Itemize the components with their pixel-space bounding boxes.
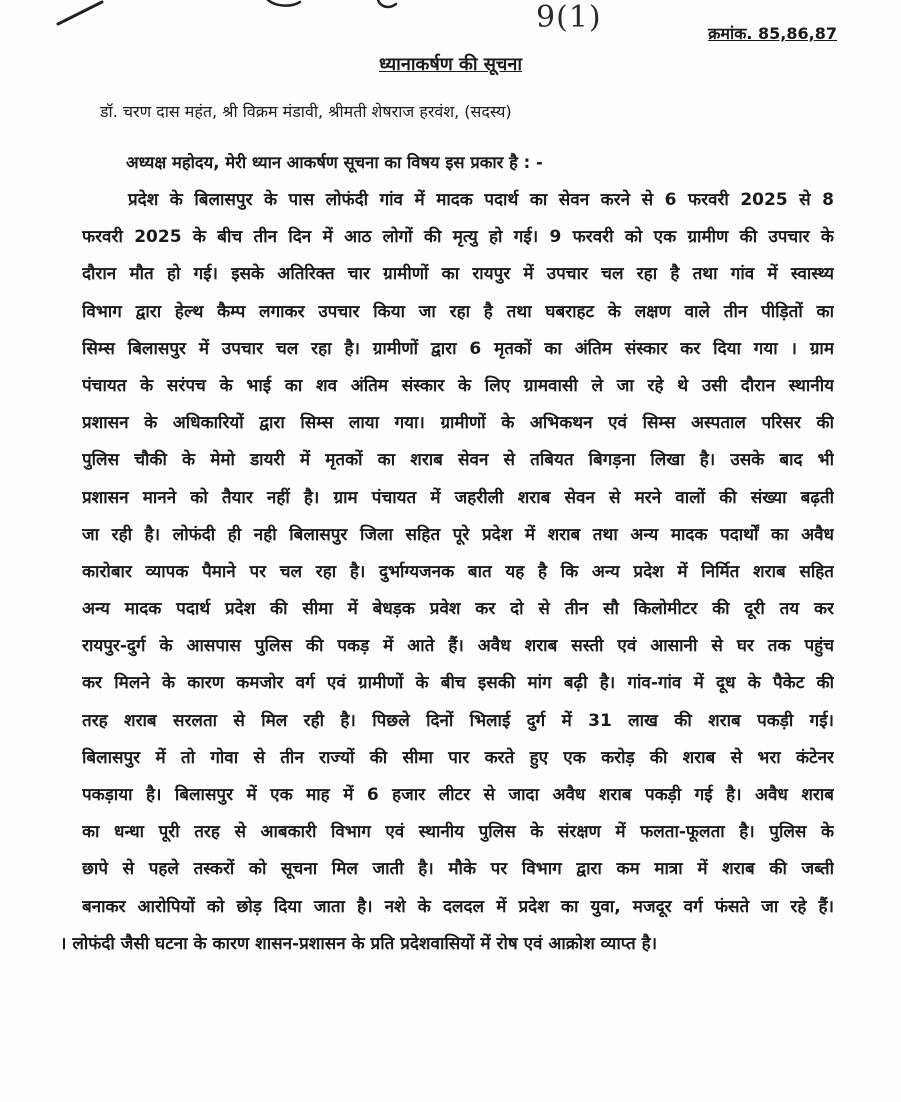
body-line: प्रदेश के बिलासपुर के पास लोफंदी गांव में मादक पदार्थ का सेवन करने से 6 फरवरी 2025 से 8 — [128, 190, 834, 210]
body-line: प्रशासन के अधिकारियों द्वारा सिम्स लाया गया। ग्रामीणों के अभिकथन एवं सिम्स अस्पताल परिसर की — [82, 413, 834, 434]
body-line: का धन्धा पूरी तरह से आबकारी विभाग एवं स्थानीय पुलिस के संरक्षण में फलता-फूलता है। पुलिस के — [82, 822, 834, 843]
members-line: डॉ. चरण दास महंत, श्री विक्रम मंडावी, श्रीमती शेषराज हरवंश, (सदस्य) — [100, 102, 512, 121]
body-line: दौरान मौत हो गई। इसके अतिरिक्त चार ग्रामीणों का रायपुर में उपचार चल रहा है तथा गांव में स्वास्थ्य — [82, 264, 834, 285]
document-title: ध्यानाकर्षण की सूचना — [378, 54, 523, 75]
handwritten-annotation: 9(1) — [536, 0, 602, 35]
body-line: अन्य मादक पदार्थ प्रदेश की सीमा में बेधड़क प्रवेश कर दो से तीन सौ किलोमीटर की दूरी तय कर — [82, 599, 834, 620]
body-line: फरवरी 2025 के बीच तीन दिन में आठ लोगों की मृत्यु हो गई। 9 फरवरी को एक ग्रामीण की उपचार के — [82, 227, 834, 248]
body-line: प्रशासन मानने को तैयार नहीं है। ग्राम पंचायत में जहरीली शराब सेवन से मरने वालों की संख्या बढ़ती — [82, 487, 834, 508]
body-line: रायपुर-दुर्ग के आसपास पुलिस की पकड़ में आते हैं। अवैध शराब सस्ती एवं आसानी से घर तक पहुंच — [82, 636, 834, 657]
body-line: पुलिस चौकी के मेमो डायरी में मृतकों का शराब सेवन से तबियत बिगड़ना लिखा है। उसके बाद भी — [82, 450, 834, 471]
notice-body — [60, 182, 834, 963]
body-line: छापे से पहले तस्करों को सूचना मिल जाती है। मौके पर विभाग द्वारा कम मात्रा में शराब की जब्ती — [82, 859, 834, 880]
body-line: बनाकर आरोपियों को छोड़ दिया जाता है। नशे के दलदल में प्रदेश का युवा, मजदूर वर्ग फंसते जा रहे हैं। — [82, 896, 834, 917]
body-line: कारोबार व्यापक पैमाने पर चल रहा है। दुर्भाग्यजनक बात यह है कि अन्य प्रदेश में निर्मित शराब सहित — [82, 561, 834, 582]
body-line: सिम्स बिलासपुर में उपचार चल रहा है। ग्रामीणों द्वारा 6 मृतकों का अंतिम संस्कार कर दिया गया । ग्राम — [82, 338, 834, 359]
serial-number: क्रमांक. 85,86,87 — [708, 24, 837, 43]
body-line: पकड़ाया है। बिलासपुर में एक माह में 6 हजार लीटर से जादा अवैध शराब पकड़ी गई है। अवैध शराब — [82, 785, 834, 805]
body-line: तरह शराब सरलता से मिल रही है। पिछले दिनों भिलाई दुर्ग में 31 लाख की शराब पकड़ी गई। — [82, 710, 834, 731]
body-line: बिलासपुर में तो गोवा से तीन राज्यों की सीमा पार करते हुए एक करोड़ की शराब से भरा कंटेनर — [82, 747, 834, 768]
intro-line: अध्यक्ष महोदय, मेरी ध्यान आकर्षण सूचना का विषय इस प्रकार है : - — [126, 153, 543, 172]
body-line: पंचायत के सरंपच के भाई का शव अंतिम संस्कार के लिए ग्रामवासी ले जा रहे थे उसी दौरान स्थानीय — [82, 375, 834, 396]
body-line: । लोफंदी जैसी घटना के कारण शासन-प्रशासन के प्रति प्रदेशवासियों में रोष एवं आक्रोश व्याप्त है। — [60, 933, 658, 954]
body-line: जा रही है। लोफंदी ही नही बिलासपुर जिला सहित पूरे प्रदेश में शराब तथा अन्य मादक पदार्थों का अवैध — [82, 524, 834, 545]
body-line: विभाग द्वारा हेल्थ कैम्प लगाकर उपचार किया जा रहा है तथा घबराहट के लक्षण वाले तीन पीड़ितों का — [82, 301, 834, 322]
body-line: कर मिलने के कारण कमजोर वर्ग एवं ग्रामीणों के बीच इसकी मांग बढ़ी है। गांव-गांव में दूध के पैकेट की — [82, 673, 834, 694]
